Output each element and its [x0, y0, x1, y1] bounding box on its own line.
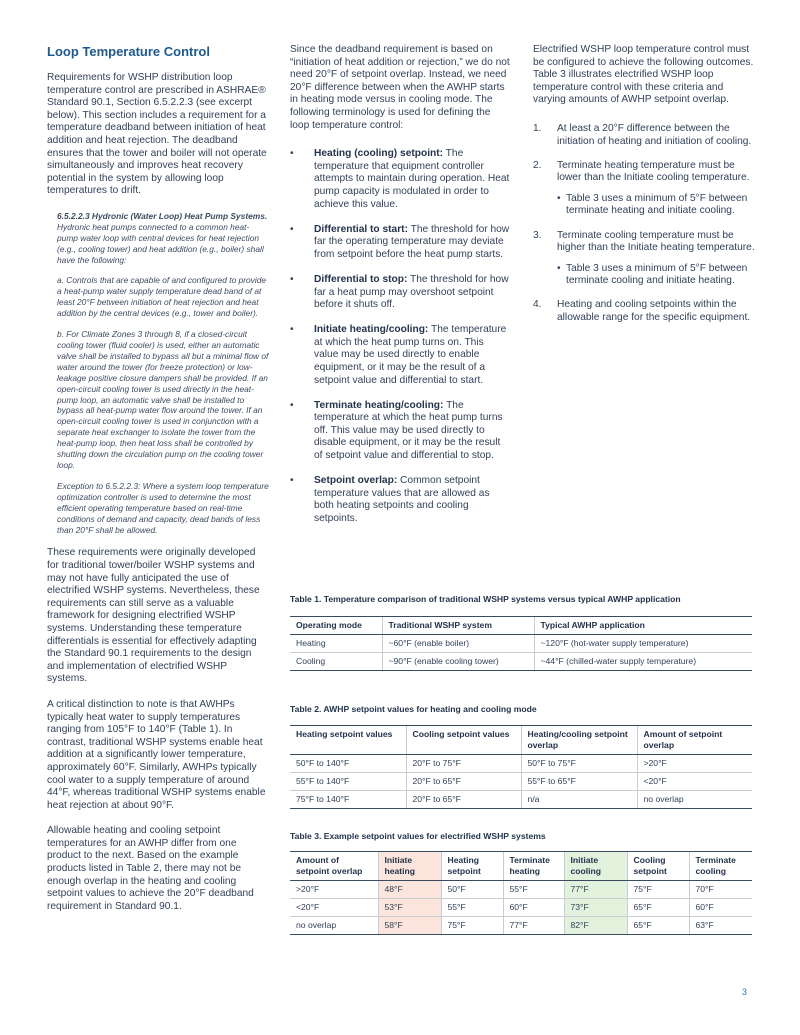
- list-item: [533, 123, 755, 148]
- item-text: At least a 20°F difference between the initiation of heating and initiation of cooling.: [557, 122, 752, 147]
- term-label: Initiate heating/cooling:: [314, 324, 429, 336]
- excerpt-intro: [57, 211, 269, 266]
- terminology-list: [290, 148, 510, 525]
- excerpt-heading: 6.5.2.2.3 Hydronic (Water Loop) Heat Pump Systems.: [57, 210, 268, 221]
- term-definition: The threshold for how far a heat pump may overshoot setpoint before it shuts off.: [314, 273, 509, 311]
- sub-item-text: Table 3 uses a minimum of 5°F between terminate heating and initiate cooling.: [566, 192, 748, 217]
- table-cell: 82°F: [564, 917, 627, 935]
- table-row: [290, 653, 752, 671]
- list-item: [533, 230, 755, 288]
- table-cell: >20°F: [290, 881, 378, 899]
- bullet-icon: •: [290, 324, 294, 336]
- table2: [290, 725, 752, 809]
- list-item: [290, 324, 510, 387]
- item-number: 1.: [533, 122, 542, 134]
- table-cell: 20°F to 65°F: [406, 791, 521, 809]
- bullet-icon: •: [290, 475, 294, 487]
- table-cell: 50°F to 75°F: [521, 755, 637, 773]
- table-cell: 55°F to 65°F: [521, 773, 637, 791]
- table-cell: 65°F: [627, 917, 689, 935]
- table-cell: 77°F: [564, 881, 627, 899]
- bullet-icon: •: [557, 192, 561, 204]
- table-header-row: [290, 617, 752, 635]
- body-paragraph: A critical distinction to note is that AWHPs typically heat water to supply temperatures ranging from 105°F to 140°F (Table 1). In contrast, traditional WSHP systems enable heat addition at a significantly lower temperature, approximately 60°F. Similarly, AWHPs typically cool water to a supply temperature of around 44°F, whereas traditional WSHP systems enable heat rejection at about 90°F.: [47, 698, 266, 811]
- bullet-icon: •: [290, 148, 294, 160]
- table-cell: 77°F: [503, 917, 564, 935]
- table-cell: 73°F: [564, 899, 627, 917]
- table-cell: 55°F: [503, 881, 564, 899]
- table-header: Heating setpoint: [441, 852, 503, 881]
- table-cell: 20°F to 75°F: [406, 755, 521, 773]
- sub-item: [557, 263, 755, 288]
- item-number: 2.: [533, 159, 542, 171]
- table-cell: 60°F: [689, 899, 752, 917]
- table-cell: Cooling: [290, 653, 382, 671]
- term-label: Heating (cooling) setpoint:: [314, 148, 444, 160]
- item-number: 4.: [533, 299, 542, 311]
- table-cell: 55°F: [441, 899, 503, 917]
- bullet-icon: •: [290, 273, 294, 285]
- table-row: [290, 635, 752, 653]
- term-label: Setpoint overlap:: [314, 475, 398, 487]
- table-cell: 55°F to 140°F: [290, 773, 406, 791]
- item-text: Heating and cooling setpoints within the allowable range for the specific equipment.: [557, 299, 751, 323]
- table-cell: 50°F: [441, 881, 503, 899]
- item-number: 3.: [533, 229, 542, 241]
- body-paragraph: These requirements were originally developed for traditional tower/boiler WSHP systems and may not have fully anticipated the use of electrified WSHP systems. Nevertheless, these requirements can still serve as a valuable framework for designing electrified WSHP systems. Understanding these temperature differentials is essential for effectively adapting the Standard 90.1 requirements to the design and implementation of electrified WSHP systems.: [47, 547, 260, 685]
- table-cell: n/a: [521, 791, 637, 809]
- table-header: Cooling setpoint: [627, 852, 689, 881]
- table-cell: 60°F: [503, 899, 564, 917]
- middle-column: [290, 44, 510, 538]
- list-item: [290, 148, 510, 211]
- table1: [290, 616, 752, 671]
- table-cell: no overlap: [290, 917, 378, 935]
- term-label: Differential to start:: [314, 223, 408, 235]
- table-row: [290, 881, 752, 899]
- table-cell: 53°F: [378, 899, 441, 917]
- table2-title: Table 2. AWHP setpoint values for heating and cooling mode: [290, 704, 537, 714]
- standard-excerpt: [57, 211, 269, 535]
- table-row: [290, 899, 752, 917]
- list-item: [290, 274, 510, 312]
- table-header: Initiate cooling: [564, 852, 627, 881]
- table-cell: 75°F: [441, 917, 503, 935]
- table-row: [290, 755, 752, 773]
- section-heading: Loop Temperature Control: [47, 44, 210, 59]
- table-header: Terminate heating: [503, 852, 564, 881]
- table-header: Amount of setpoint overlap: [637, 726, 752, 755]
- table-cell: 48°F: [378, 881, 441, 899]
- table-header: Initiate heating: [378, 852, 441, 881]
- intro-paragraph: Requirements for WSHP distribution loop temperature control are prescribed in ASHRAE® Standard 90.1, Section 6.5.2.2.3 (see excerpt below). This section includes a requirement for a temperature deadband between initiation of heat addition and heat rejection. The deadband ensures that the tower and boiler will not operate simultaneously and improves heat recovery potential in the system by allowing loop temperatures to drift.: [47, 72, 267, 197]
- bullet-icon: •: [557, 262, 561, 274]
- table1-title: Table 1. Temperature comparison of traditional WSHP systems versus typical AWHP application: [290, 594, 681, 604]
- table-cell: 70°F: [689, 881, 752, 899]
- table-header: Traditional WSHP system: [382, 617, 534, 635]
- table-cell: <20°F: [637, 773, 752, 791]
- term-label: Terminate heating/cooling:: [314, 399, 444, 411]
- table-cell: Heating: [290, 635, 382, 653]
- body-paragraph: Allowable heating and cooling setpoint temperatures for an AWHP differ from one product to the next. Based on the example products listed in Table 2, there may not be enough overlap in the heating and cooling setpoint values to achieve the 20°F deadband requirement in Standard 90.1.: [47, 825, 254, 912]
- right-column: [533, 44, 755, 336]
- table3: [290, 851, 752, 935]
- table-cell: 75°F to 140°F: [290, 791, 406, 809]
- list-item: [290, 475, 510, 525]
- excerpt-item-b: b. For Climate Zones 3 through 8, if a closed-circuit cooling tower (fluid cooler) is used, either an automatic valve shall be installed to bypass all but a minimal flow of water around the tower (for freeze protection) or low-leakage positive closure dampers shall be provided. If an open-circuit cooling tower is used directly in the heat-pump loop, an automatic valve shall be installed to bypass all heat-pump water flow around the tower. If an open-circuit cooling tower is used in conjunction with a separate heat exchanger to isolate the tower from the heat-pump loop, then heat loss shall be controlled by shutting down the circulation pump on the cooling tower loop.: [57, 329, 269, 470]
- table-cell: 65°F: [627, 899, 689, 917]
- list-item: [290, 224, 510, 262]
- table-cell: ~60°F (enable boiler): [382, 635, 534, 653]
- table3-title: Table 3. Example setpoint values for electrified WSHP systems: [290, 831, 546, 841]
- outcomes-list: [533, 123, 755, 325]
- table-cell: no overlap: [637, 791, 752, 809]
- list-item: [533, 299, 755, 324]
- term-definition: Common setpoint temperature values that are allowed as both heating setpoints and cooling setpoints.: [314, 475, 490, 524]
- table-cell: ~90°F (enable cooling tower): [382, 653, 534, 671]
- table-header: Heating setpoint values: [290, 726, 406, 755]
- sub-item: [557, 193, 755, 218]
- list-item: [533, 160, 755, 218]
- table-header: Terminate cooling: [689, 852, 752, 881]
- term-definition: The temperature that equipment controller attempts to maintain during operation. Heat pump capacity is modulated in order to achieve this value.: [314, 148, 510, 210]
- table-cell: 58°F: [378, 917, 441, 935]
- sub-item-text: Table 3 uses a minimum of 5°F between terminate cooling and initiate heating.: [566, 262, 748, 287]
- table-cell: >20°F: [637, 755, 752, 773]
- excerpt-body: Hydronic heat pumps connected to a common heat-pump water loop with central devices for heat rejection (e.g., cooling tower) and heat addition (e.g., boiler) shall have the following:: [57, 221, 264, 265]
- excerpt-exception: Exception to 6.5.2.2.3: Where a system loop temperature optimization controller is used to determine the most efficient operating temperature based on real-time conditions of demand and capacity, dead bands of less than 20°F shall be allowed.: [57, 480, 269, 535]
- table-header-row: [290, 726, 752, 755]
- table-cell: 20°F to 65°F: [406, 773, 521, 791]
- table-header: Heating/cooling setpoint overlap: [521, 726, 637, 755]
- table-row: [290, 791, 752, 809]
- term-definition: The temperature at which the heat pump turns on. This value may be used directly to enable equipment, or it may be the result of a setpoint value and differential to start.: [314, 324, 507, 386]
- table-cell: ~120°F (hot-water supply temperature): [534, 635, 752, 653]
- page-number: 3: [742, 987, 748, 997]
- excerpt-item-a: a. Controls that are capable of and configured to provide a heat-pump water supply temperature dead band of at least 20°F between initiation of heat rejection and heat addition by the central devices (e.g., tower and boiler).: [57, 275, 267, 319]
- bullet-icon: •: [290, 399, 294, 411]
- outcomes-intro: Electrified WSHP loop temperature control must be configured to achieve the following outcomes. Table 3 illustrates electrified WSHP loop temperature control with these criteria and varying amounts of AWHP setpoint overlap.: [533, 44, 754, 106]
- table-cell: 75°F: [627, 881, 689, 899]
- table-cell: ~44°F (chilled-water supply temperature): [534, 653, 752, 671]
- term-label: Differential to stop:: [314, 273, 408, 285]
- table-header: Cooling setpoint values: [406, 726, 521, 755]
- table-header: Typical AWHP application: [534, 617, 752, 635]
- table-cell: 50°F to 140°F: [290, 755, 406, 773]
- term-definition: The temperature at which the heat pump turns off. This value may be used directly to disable equipment, or it may be the result of setpoint value and differential to stop.: [314, 399, 503, 462]
- table-cell: <20°F: [290, 899, 378, 917]
- list-item: [290, 400, 510, 463]
- table-header-row: [290, 852, 752, 881]
- left-column: [47, 44, 269, 926]
- terminology-intro: Since the deadband requirement is based on “initiation of heat addition or rejection,” we do not need 20°F of setpoint overlap. Instead, we need 20°F difference between when the AWHP starts in heating mode versus in cooling mode. The following terminology is used for defining the loop temperature control:: [290, 44, 510, 131]
- term-definition: The threshold for how far the operating temperature may deviate from setpoint before the heat pump starts.: [314, 223, 510, 260]
- item-text: Terminate heating temperature must be lower than the Initiate cooling temperature.: [557, 159, 750, 184]
- bullet-icon: •: [290, 223, 294, 235]
- table-row: [290, 917, 752, 935]
- table-header: Operating mode: [290, 617, 382, 635]
- item-text: Terminate cooling temperature must be higher than the Initiate heating temperature.: [557, 229, 755, 254]
- table-header: Amount of setpoint overlap: [290, 852, 378, 881]
- table-cell: 63°F: [689, 917, 752, 935]
- table-row: [290, 773, 752, 791]
